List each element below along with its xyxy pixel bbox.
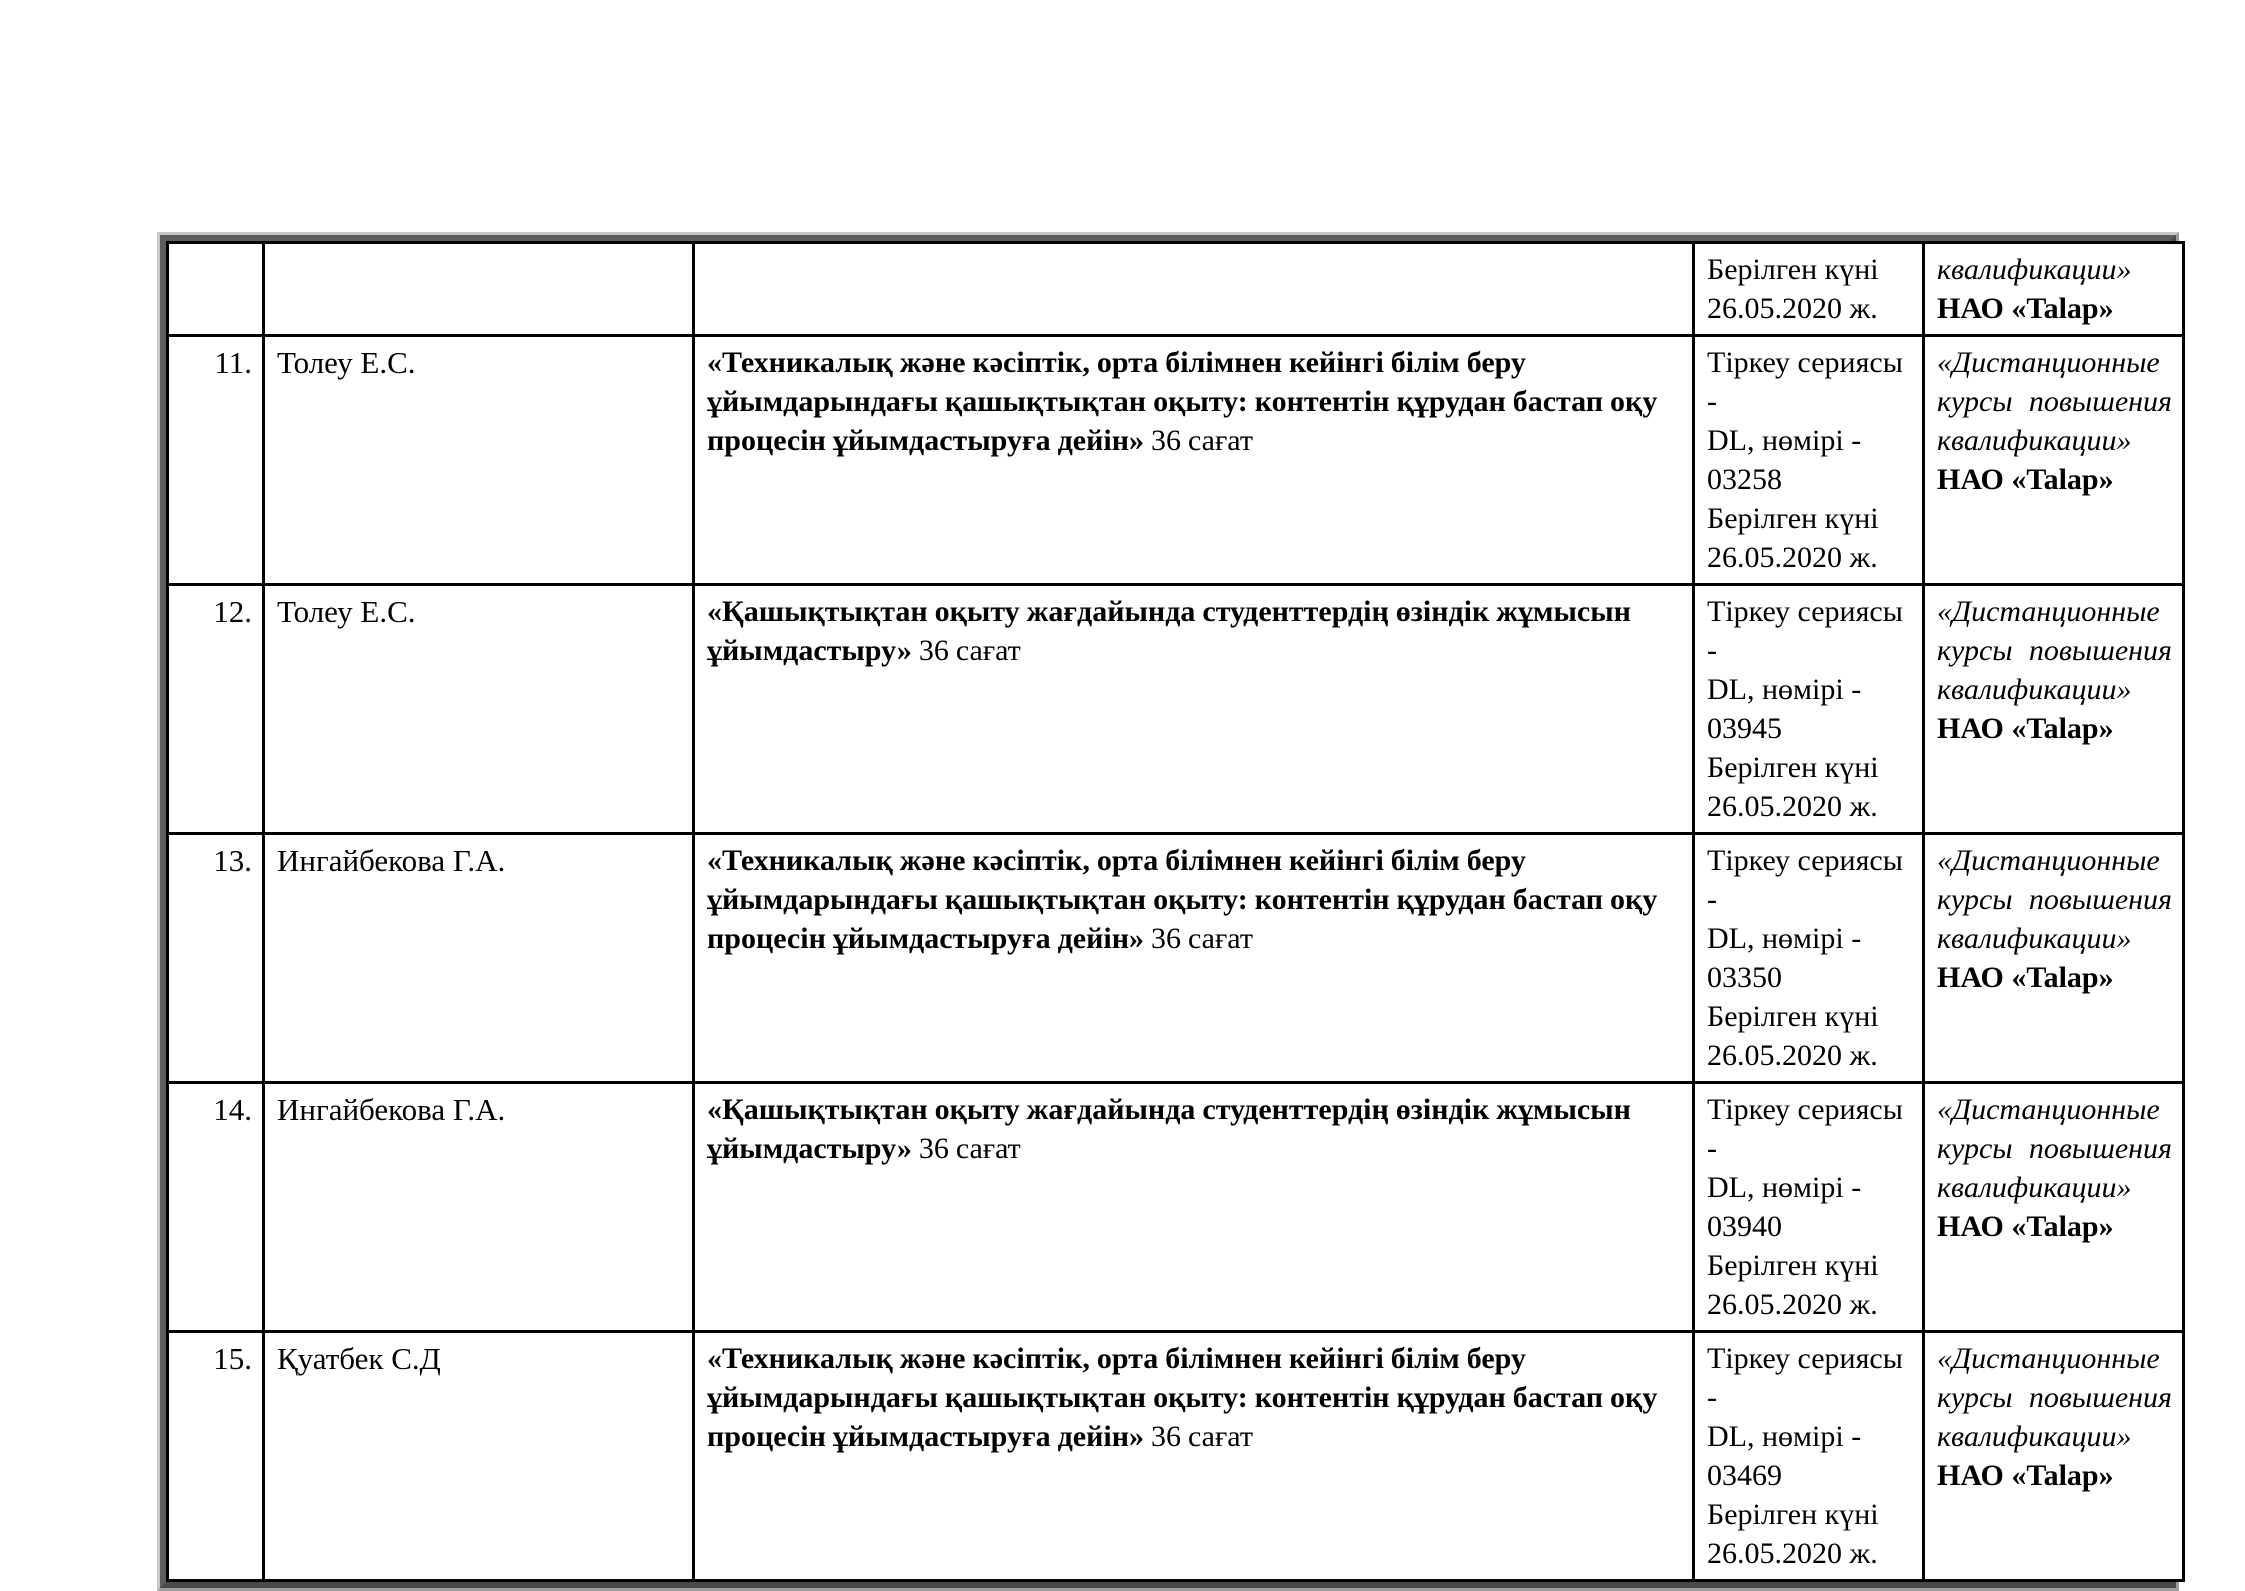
reg-issue-date: 26.05.2020 ж. [1707, 1288, 1878, 1321]
reg-issue-date: 26.05.2020 ж. [1707, 541, 1878, 574]
cell-course [694, 834, 1694, 1083]
org-italic-text: «Дистанционные курсы повышения квалификации» [1937, 1342, 2172, 1453]
cell-organization [1924, 336, 2184, 585]
course-title: «Қашықтықтан оқыту жағдайында студенттердің өзіндік жұмысын ұйымдастыру» [707, 1093, 1631, 1165]
reg-issue-label: Берілген күні [1707, 1249, 1879, 1282]
reg-issue-date: 26.05.2020 ж. [1707, 1537, 1878, 1570]
reg-number-label: DL, нөмірі - [1707, 673, 1862, 706]
course-title: «Техникалық және кәсіптік, орта білімнен кейінгі білім беру ұйымдарындағы қашықтықтан оқыту: контентін құрудан бастап оқу процесін ұйымдастыруға дейін» [707, 1342, 1658, 1453]
table-row [168, 834, 2184, 1083]
reg-issue-date: 26.05.2020 ж. [1707, 1039, 1878, 1072]
org-bold-text: НАО «Talap» [1937, 1459, 2114, 1492]
cell-registration [1694, 834, 1924, 1083]
reg-series-label: Тіркеу сериясы - [1707, 1342, 1903, 1414]
cell-row-number: 12. [168, 585, 264, 834]
course-hours: 36 сағат [1150, 922, 1253, 955]
org-bold-text: НАО «Talap» [1937, 961, 2114, 994]
reg-issue-label: Берілген күні [1707, 1000, 1879, 1033]
table-row [168, 1083, 2184, 1332]
cell-course [694, 1332, 1694, 1581]
course-title: «Техникалық және кәсіптік, орта білімнен кейінгі білім беру ұйымдарындағы қашықтықтан оқыту: контентін құрудан бастап оқу процесін ұйымдастыруға дейін» [707, 844, 1658, 955]
reg-number-label: DL, нөмірі - [1707, 424, 1862, 457]
table-shadow-border-outer [157, 232, 2179, 1591]
reg-number-label: DL, нөмірі - [1707, 1420, 1862, 1453]
cell-registration [1694, 336, 1924, 585]
cell-registration [1694, 585, 1924, 834]
reg-number-value: 03945 [1707, 712, 1782, 745]
cell-registration [1694, 1083, 1924, 1332]
cell-name: Қуатбек С.Д [264, 1332, 694, 1581]
org-italic-text: «Дистанционные курсы повышения квалификации» [1937, 346, 2172, 457]
certification-table [166, 241, 2185, 1582]
reg-issue-date: 26.05.2020 ж. [1707, 292, 1878, 325]
cell-course [694, 336, 1694, 585]
cell-row-number: 11. [168, 336, 264, 585]
course-hours: 36 сағат [1150, 1420, 1253, 1453]
org-italic-text: квалификации» [1937, 253, 2132, 286]
cell-row-number: 13. [168, 834, 264, 1083]
reg-number-value: 03940 [1707, 1210, 1782, 1243]
cell-row-number [168, 243, 264, 336]
cell-registration [1694, 1332, 1924, 1581]
reg-series-label: Тіркеу сериясы - [1707, 346, 1903, 418]
reg-number-label: DL, нөмірі - [1707, 922, 1862, 955]
cell-organization [1924, 585, 2184, 834]
reg-number-value: 03469 [1707, 1459, 1782, 1492]
cell-name [264, 243, 694, 336]
course-title: «Техникалық және кәсіптік, орта білімнен кейінгі білім беру ұйымдарындағы қашықтықтан оқыту: контентін құрудан бастап оқу процесін ұйымдастыруға дейін» [707, 346, 1658, 457]
cell-name: Толеу Е.С. [264, 585, 694, 834]
table-row [168, 585, 2184, 834]
org-italic-text: «Дистанционные курсы повышения квалификации» [1937, 1093, 2172, 1204]
reg-series-label: Тіркеу сериясы - [1707, 595, 1903, 667]
reg-issue-label: Берілген күні [1707, 751, 1879, 784]
cell-row-number: 15. [168, 1332, 264, 1581]
cell-name: Толеу Е.С. [264, 336, 694, 585]
cell-organization [1924, 243, 2184, 336]
reg-series-label: Тіркеу сериясы - [1707, 1093, 1903, 1165]
cell-course [694, 243, 1694, 336]
reg-issue-date: 26.05.2020 ж. [1707, 790, 1878, 823]
org-italic-text: «Дистанционные курсы повышения квалификации» [1937, 595, 2172, 706]
table-row [168, 1332, 2184, 1581]
reg-number-value: 03258 [1707, 463, 1782, 496]
org-bold-text: НАО «Talap» [1937, 292, 2114, 325]
org-bold-text: НАО «Talap» [1937, 712, 2114, 745]
table-row-continuation [168, 243, 2184, 336]
cell-organization [1924, 1332, 2184, 1581]
cell-registration [1694, 243, 1924, 336]
course-hours: 36 сағат [918, 634, 1021, 667]
reg-issue-label: Берілген күні [1707, 253, 1879, 286]
cell-organization [1924, 834, 2184, 1083]
table-shadow-border-inner [160, 235, 2176, 1588]
course-hours: 36 сағат [918, 1132, 1021, 1165]
course-hours: 36 сағат [1150, 424, 1253, 457]
table-row [168, 336, 2184, 585]
org-italic-text: «Дистанционные курсы повышения квалификации» [1937, 844, 2172, 955]
reg-series-label: Тіркеу сериясы - [1707, 844, 1903, 916]
org-bold-text: НАО «Talap» [1937, 1210, 2114, 1243]
cell-row-number: 14. [168, 1083, 264, 1332]
cell-course [694, 585, 1694, 834]
reg-issue-label: Берілген күні [1707, 502, 1879, 535]
course-title: «Қашықтықтан оқыту жағдайында студенттердің өзіндік жұмысын ұйымдастыру» [707, 595, 1631, 667]
cell-name: Ингайбекова Г.А. [264, 1083, 694, 1332]
org-bold-text: НАО «Talap» [1937, 463, 2114, 496]
cell-name: Ингайбекова Г.А. [264, 834, 694, 1083]
cell-organization [1924, 1083, 2184, 1332]
cell-course [694, 1083, 1694, 1332]
reg-number-value: 03350 [1707, 961, 1782, 994]
reg-number-label: DL, нөмірі - [1707, 1171, 1862, 1204]
reg-issue-label: Берілген күні [1707, 1498, 1879, 1531]
